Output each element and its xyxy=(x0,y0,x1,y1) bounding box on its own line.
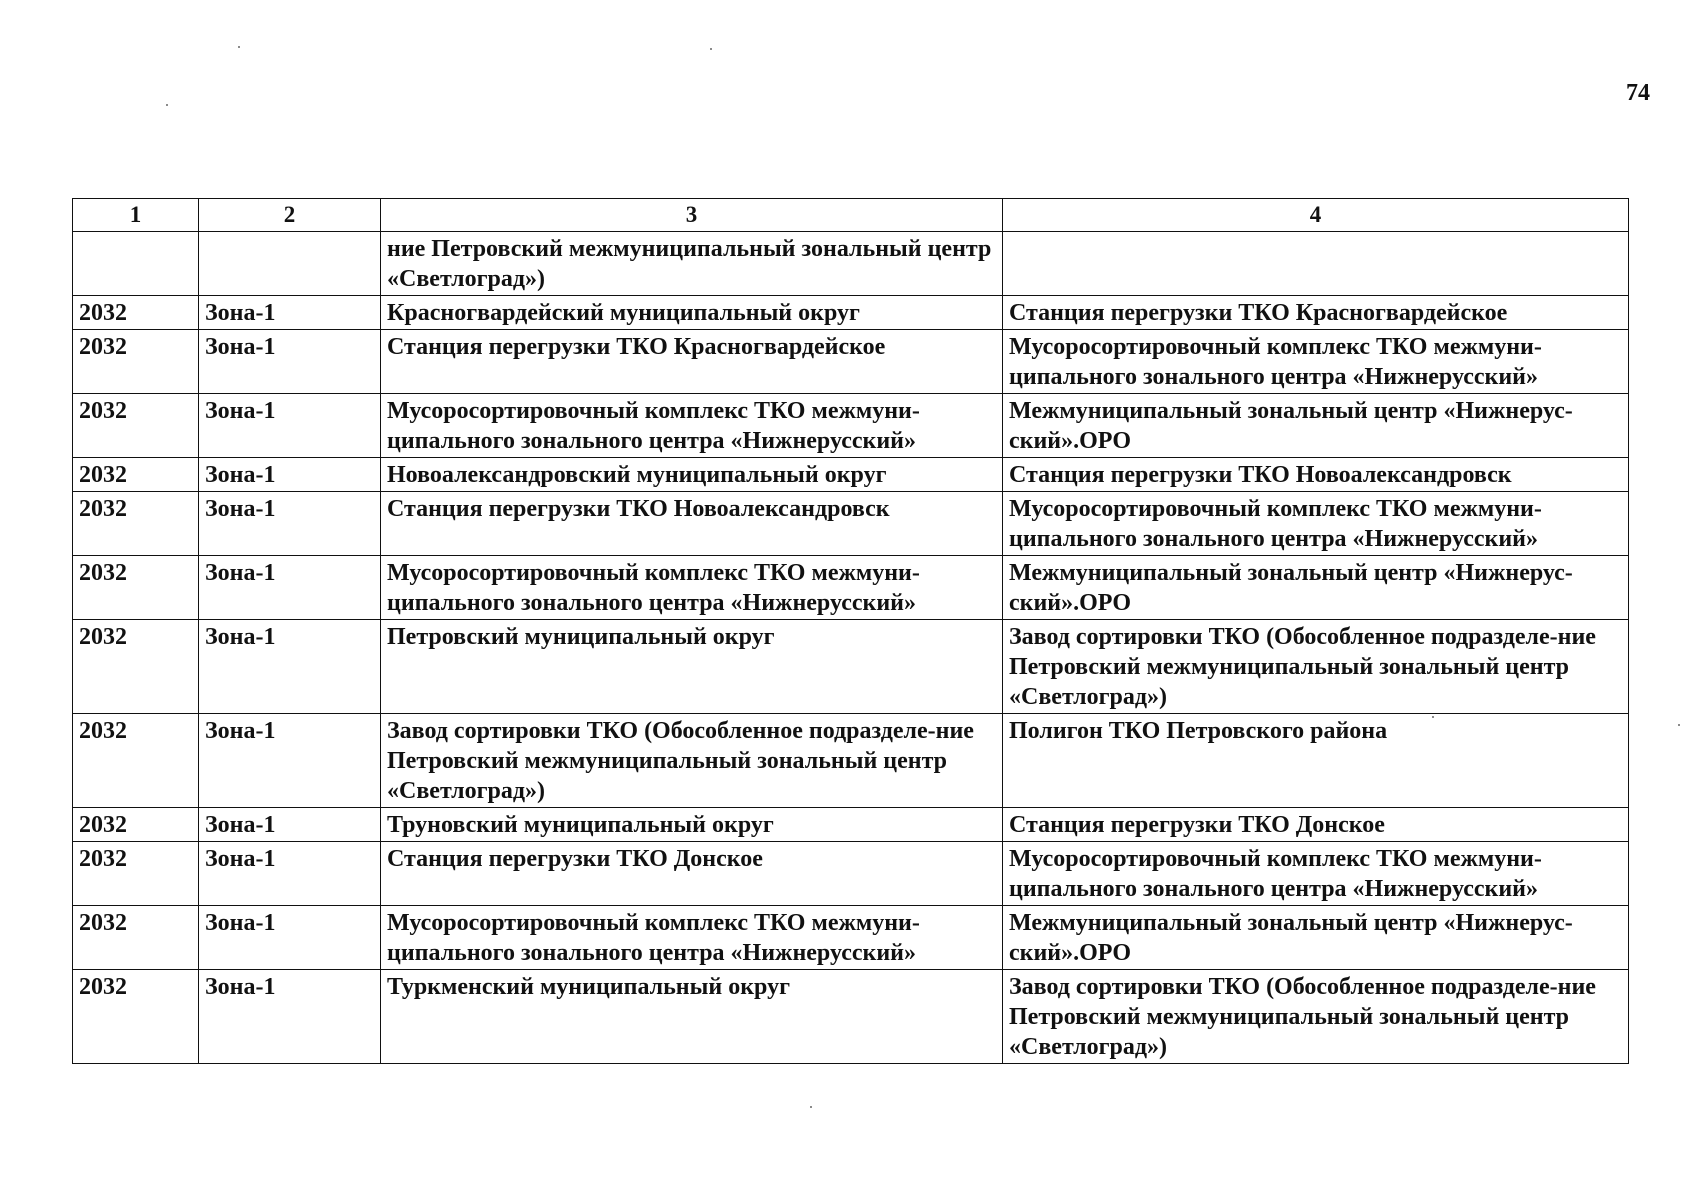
scan-speck xyxy=(1678,724,1680,726)
cell-year: 2032 xyxy=(73,330,199,394)
scan-speck xyxy=(238,46,240,48)
table-row xyxy=(73,296,1629,330)
scan-speck xyxy=(710,48,712,50)
cell-destination: Полигон ТКО Петровского района xyxy=(1003,714,1629,808)
cell-origin: Завод сортировки ТКО (Обособленное подразделе-ние Петровский межмуниципальный зональный центр «Светлоград») xyxy=(381,714,1003,808)
cell-destination: Мусоросортировочный комплекс ТКО межмуни-ципального зонального центра «Нижнерусский» xyxy=(1003,842,1629,906)
cell-destination xyxy=(1003,232,1629,296)
table-row xyxy=(73,842,1629,906)
cell-origin: Новоалександровский муниципальный округ xyxy=(381,458,1003,492)
cell-destination: Межмуниципальный зональный центр «Нижнерус-ский».ОРО xyxy=(1003,556,1629,620)
cell-origin: Станция перегрузки ТКО Новоалександровск xyxy=(381,492,1003,556)
cell-zone: Зона-1 xyxy=(199,458,381,492)
table-row xyxy=(73,906,1629,970)
cell-origin: Красногвардейский муниципальный округ xyxy=(381,296,1003,330)
table-row xyxy=(73,808,1629,842)
cell-year: 2032 xyxy=(73,620,199,714)
cell-year: 2032 xyxy=(73,394,199,458)
column-header-1: 1 xyxy=(73,199,199,232)
cell-origin: Петровский муниципальный округ xyxy=(381,620,1003,714)
cell-destination: Мусоросортировочный комплекс ТКО межмуни-ципального зонального центра «Нижнерусский» xyxy=(1003,492,1629,556)
cell-zone: Зона-1 xyxy=(199,556,381,620)
cell-destination: Станция перегрузки ТКО Донское xyxy=(1003,808,1629,842)
scan-speck xyxy=(166,104,168,106)
cell-zone: Зона-1 xyxy=(199,492,381,556)
table-body xyxy=(73,232,1629,1064)
cell-year: 2032 xyxy=(73,842,199,906)
cell-zone: Зона-1 xyxy=(199,714,381,808)
table-row xyxy=(73,556,1629,620)
cell-zone: Зона-1 xyxy=(199,842,381,906)
column-header-2: 2 xyxy=(199,199,381,232)
table-row xyxy=(73,330,1629,394)
cell-zone xyxy=(199,232,381,296)
cell-origin: ние Петровский межмуниципальный зональный центр «Светлоград») xyxy=(381,232,1003,296)
cell-zone: Зона-1 xyxy=(199,394,381,458)
column-header-3: 3 xyxy=(381,199,1003,232)
page-number: 74 xyxy=(1626,80,1650,106)
cell-destination: Завод сортировки ТКО (Обособленное подразделе-ние Петровский межмуниципальный зональный центр «Светлоград») xyxy=(1003,620,1629,714)
cell-origin: Станция перегрузки ТКО Красногвардейское xyxy=(381,330,1003,394)
table-row xyxy=(73,394,1629,458)
routes-table xyxy=(72,198,1629,1064)
cell-year: 2032 xyxy=(73,714,199,808)
cell-destination: Межмуниципальный зональный центр «Нижнерус-ский».ОРО xyxy=(1003,906,1629,970)
table-row xyxy=(73,492,1629,556)
cell-destination: Станция перегрузки ТКО Красногвардейское xyxy=(1003,296,1629,330)
cell-origin: Мусоросортировочный комплекс ТКО межмуни-ципального зонального центра «Нижнерусский» xyxy=(381,906,1003,970)
cell-zone: Зона-1 xyxy=(199,330,381,394)
cell-zone: Зона-1 xyxy=(199,808,381,842)
cell-year: 2032 xyxy=(73,970,199,1064)
cell-year: 2032 xyxy=(73,458,199,492)
cell-destination: Завод сортировки ТКО (Обособленное подразделе-ние Петровский межмуниципальный зональный центр «Светлоград») xyxy=(1003,970,1629,1064)
table-header-row xyxy=(73,199,1629,232)
cell-destination: Межмуниципальный зональный центр «Нижнерус-ский».ОРО xyxy=(1003,394,1629,458)
table-row xyxy=(73,970,1629,1064)
table-row xyxy=(73,458,1629,492)
cell-destination: Мусоросортировочный комплекс ТКО межмуни-ципального зонального центра «Нижнерусский» xyxy=(1003,330,1629,394)
cell-zone: Зона-1 xyxy=(199,970,381,1064)
cell-year: 2032 xyxy=(73,492,199,556)
cell-year: 2032 xyxy=(73,906,199,970)
table-row xyxy=(73,714,1629,808)
cell-zone: Зона-1 xyxy=(199,906,381,970)
scan-speck xyxy=(810,1106,812,1108)
cell-origin: Станция перегрузки ТКО Донское xyxy=(381,842,1003,906)
cell-year: 2032 xyxy=(73,808,199,842)
cell-zone: Зона-1 xyxy=(199,620,381,714)
cell-zone: Зона-1 xyxy=(199,296,381,330)
table-row xyxy=(73,232,1629,296)
column-header-4: 4 xyxy=(1003,199,1629,232)
cell-origin: Туркменский муниципальный округ xyxy=(381,970,1003,1064)
cell-year xyxy=(73,232,199,296)
cell-origin: Мусоросортировочный комплекс ТКО межмуни-ципального зонального центра «Нижнерусский» xyxy=(381,556,1003,620)
cell-destination: Станция перегрузки ТКО Новоалександровск xyxy=(1003,458,1629,492)
cell-origin: Мусоросортировочный комплекс ТКО межмуни-ципального зонального центра «Нижнерусский» xyxy=(381,394,1003,458)
cell-year: 2032 xyxy=(73,556,199,620)
cell-origin: Труновский муниципальный округ xyxy=(381,808,1003,842)
table-row xyxy=(73,620,1629,714)
cell-year: 2032 xyxy=(73,296,199,330)
